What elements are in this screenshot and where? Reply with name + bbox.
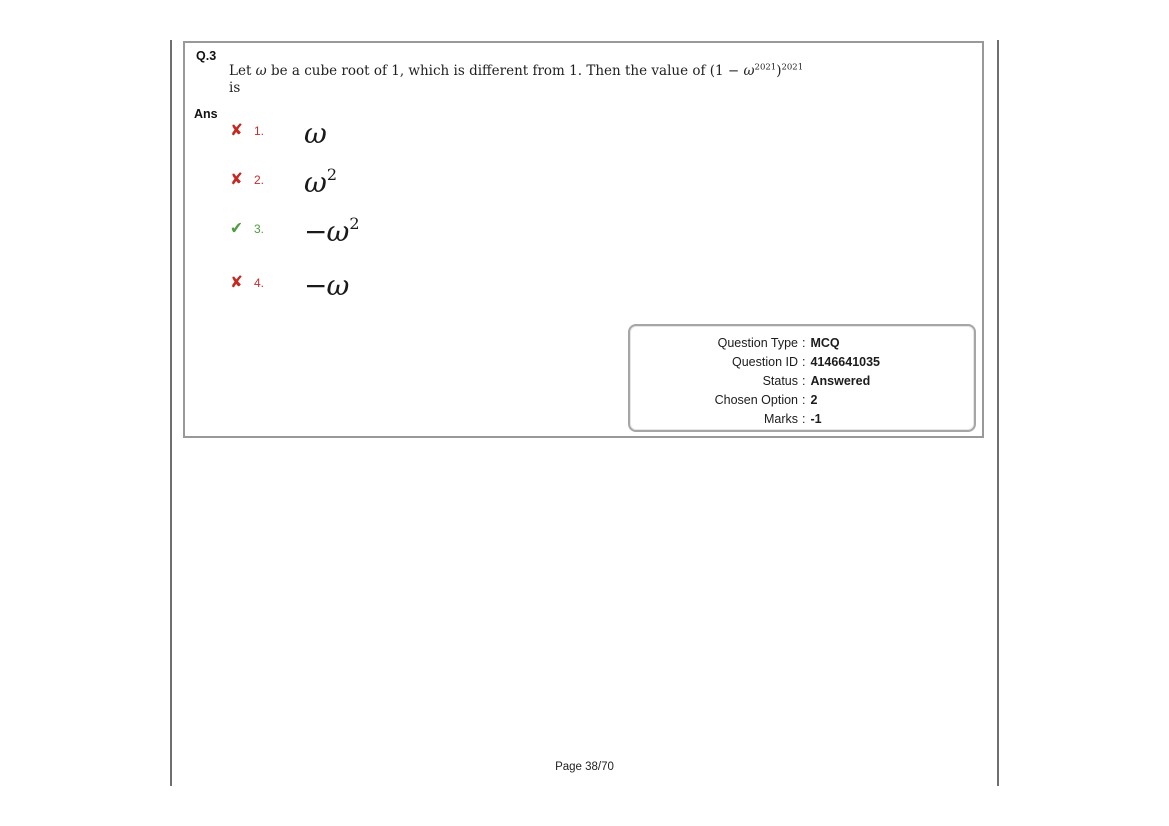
option-number: 2. [254,173,265,187]
question-info-panel [628,324,976,432]
option-math [304,269,350,302]
question-text [229,63,969,97]
exponent: 2 [349,214,360,233]
cross-icon: ✘ [229,273,244,292]
info-value: 4146641035 [810,355,881,369]
omega-symbol: ω [326,215,350,248]
info-row-question-type [630,334,974,353]
info-label: Question Type [717,336,798,350]
omega-symbol: ω [304,166,327,199]
answer-label: Ans [194,107,218,121]
info-label: Status [762,374,798,388]
omega-symbol: ω [326,269,350,302]
option-number: 4. [254,276,265,290]
question-text-line2: is [229,80,241,96]
page-footer: Page 38/70 [555,761,614,773]
page-border-left [170,40,172,786]
answer-option-3 [230,211,360,247]
info-row-chosen-option [630,391,974,410]
info-row-question-id [630,353,974,372]
page-border-right [997,40,999,786]
answer-option-2 [230,162,337,198]
info-row-marks [630,410,974,429]
info-value: 2 [810,393,818,407]
minus-sign: − [304,215,327,248]
info-label: Question ID [731,355,798,369]
omega-symbol: ω [743,63,755,79]
info-row-status [630,372,974,391]
inner-exponent: 2021 [754,62,777,73]
option-math [304,165,338,199]
info-value: -1 [810,412,822,426]
option-number: 3. [254,222,265,236]
info-label: Marks [763,412,798,426]
question-text-segment: ) [776,63,782,79]
cross-icon: ✘ [229,121,244,140]
info-value: Answered [810,374,871,388]
question-text-segment: Let [229,63,256,79]
option-math [304,117,327,150]
option-math [304,214,360,248]
info-value: MCQ [810,336,840,350]
omega-symbol: ω [304,117,327,150]
minus-sign: − [304,269,327,302]
info-separator: : [802,374,806,388]
option-number: 1. [254,124,265,138]
question-text-segment: be a cube root of 1, which is different from 1. Then the value of (1 − [266,63,744,79]
check-icon: ✔ [229,219,244,238]
answer-option-1 [230,113,327,149]
exponent: 2 [326,165,338,184]
outer-exponent: 2021 [781,62,804,73]
info-separator: : [802,355,806,369]
answer-option-4 [230,265,349,301]
omega-symbol: ω [255,63,267,79]
info-label: Chosen Option [714,393,798,407]
question-number: Q.3 [196,49,217,63]
cross-icon: ✘ [229,170,244,189]
info-separator: : [802,336,806,350]
info-separator: : [802,393,806,407]
info-separator: : [802,412,806,426]
